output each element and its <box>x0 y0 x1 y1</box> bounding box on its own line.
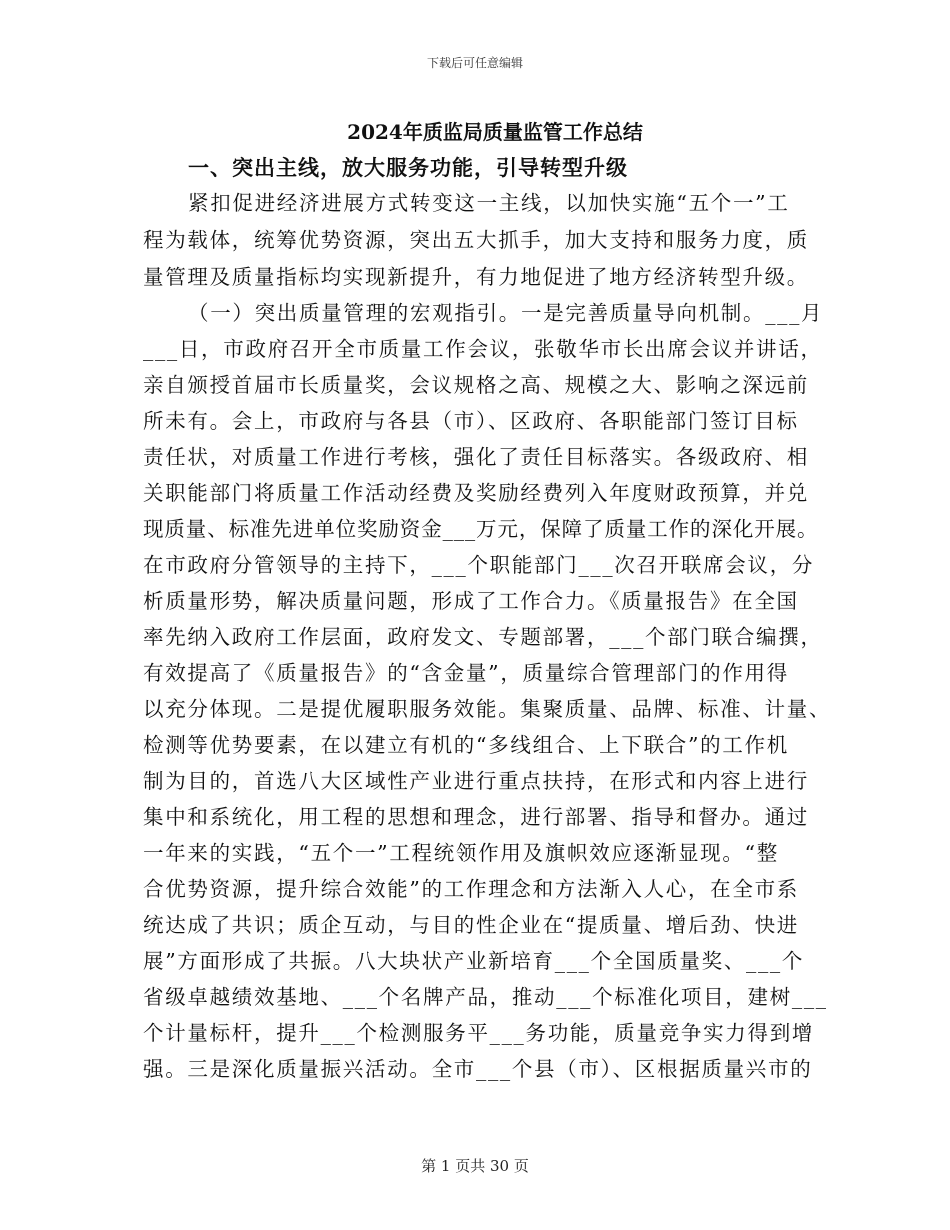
page-footer: 第 1 页共 30 页 <box>421 1157 529 1175</box>
section-heading: 一、突出主线，放大服务功能，引导转型升级 <box>188 155 628 180</box>
text-line: ___日，市政府召开全市质量工作会议，张敬华市长出席会议并讲话， <box>143 337 823 361</box>
text-line: 制为目的，首选八大区域性产业进行重点扶持，在形式和内容上进行 <box>143 769 809 793</box>
text-line: 关职能部门将质量工作活动经费及奖励经费列入年度财政预算，并兑 <box>143 481 809 505</box>
text-line: 展”方面形成了共振。八大块状产业新培育___个全国质量奖、___个 <box>143 949 805 973</box>
text-line: 一年来的实践，“五个一”工程统领作用及旗帜效应逐渐显现。“整 <box>143 841 779 865</box>
text-line: 率先纳入政府工作层面，政府发文、专题部署，___个部门联合编撰， <box>143 625 823 649</box>
page-header: 下载后可任意编辑 <box>426 56 523 70</box>
text-line: 以充分体现。二是提优履职服务效能。集聚质量、品牌、标准、计量、 <box>143 697 832 721</box>
text-line: （一）突出质量管理的宏观指引。一是完善质量导向机制。___月 <box>188 301 824 325</box>
text-line: 程为载体，统筹优势资源，突出五大抓手，加大支持和服务力度，质 <box>143 228 809 252</box>
text-line: 所未有。会上，市政府与各县（市）、区政府、各职能部门签订目标 <box>143 409 799 433</box>
text-line: 合优势资源，提升综合效能”的工作理念和方法渐入人心，在全市系 <box>143 877 799 901</box>
text-line: 紧扣促进经济进展方式转变这一主线，以加快实施“五个一”工 <box>188 191 790 215</box>
text-line: 省级卓越绩效基地、___个名牌产品，推动___个标准化项目，建树___ <box>143 985 828 1009</box>
text-line: 责任状，对质量工作进行考核，强化了责任目标落实。各级政府、相 <box>143 445 809 469</box>
text-line: 亲自颁授首届市长质量奖，会议规格之高、规模之大、影响之深远前 <box>143 373 809 397</box>
text-line: 在市政府分管领导的主持下，___个职能部门___次召开联席会议，分 <box>143 553 815 577</box>
text-line: 有效提高了《质量报告》的“含金量”，质量综合管理部门的作用得 <box>143 661 789 685</box>
text-line: 现质量、标准先进单位奖励资金___万元，保障了质量工作的深化开展。 <box>143 517 819 541</box>
text-line: 强。三是深化质量振兴活动。全市___个县（市）、区根据质量兴市的 <box>143 1057 813 1081</box>
text-line: 个计量标杆，提升___个检测服务平___务功能，质量竞争实力得到增 <box>143 1021 815 1045</box>
text-line: 析质量形势，解决质量问题，形成了工作合力。《质量报告》在全国 <box>143 589 799 613</box>
text-line: 量管理及质量指标均实现新提升，有力地促进了地方经济转型升级。 <box>143 265 809 289</box>
text-line: 统达成了共识；质企互动，与目的性企业在“提质量、增后劲、快进 <box>143 913 799 937</box>
text-line: 集中和系统化，用工程的思想和理念，进行部署、指导和督办。通过 <box>143 805 809 829</box>
text-line: 检测等优势要素，在以建立有机的“多线组合、上下联合”的工作机 <box>143 733 789 757</box>
document-title: 2024年质监局质量监管工作总结 <box>347 120 643 144</box>
